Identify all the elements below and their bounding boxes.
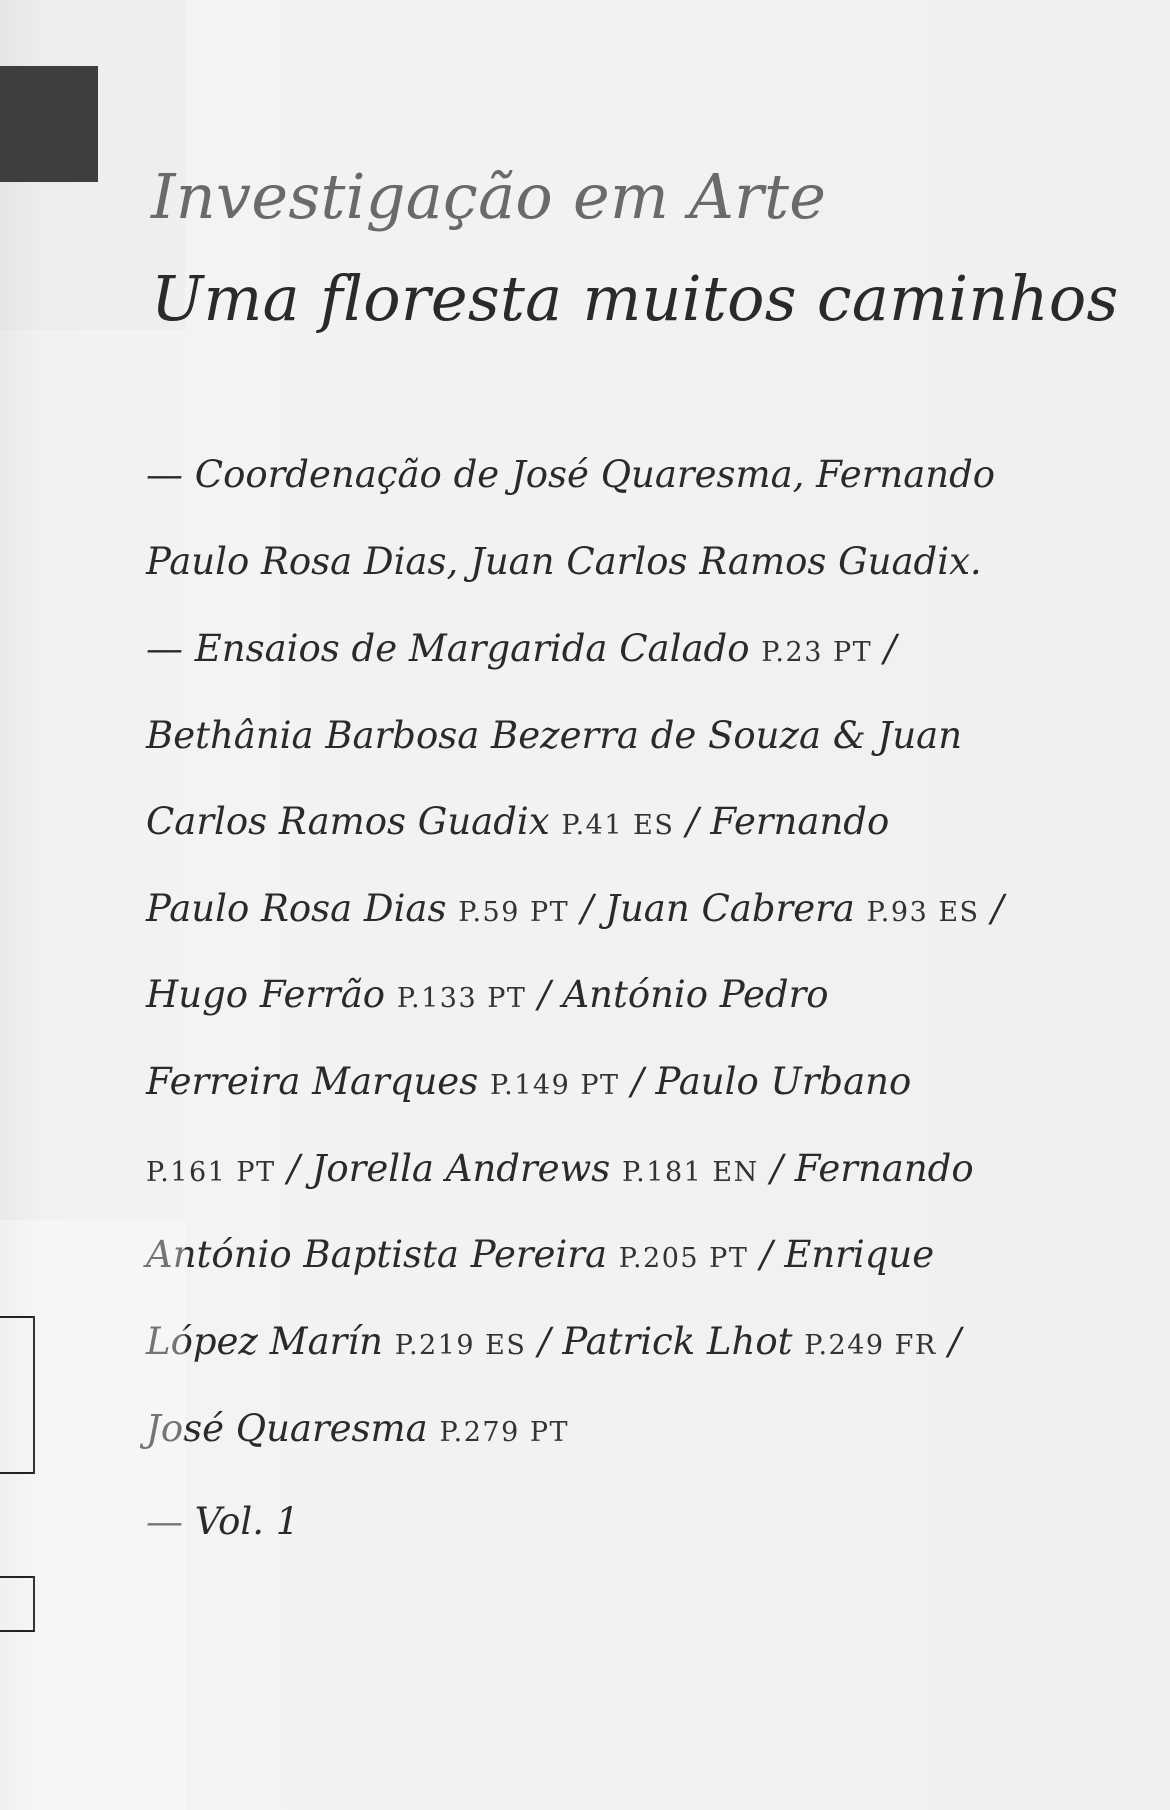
essay-author-text: López Marín — [146, 1320, 395, 1363]
essay-author-text: / Patrick Lhot — [526, 1320, 805, 1363]
essay-line — [146, 1060, 911, 1103]
essay-author-text: Ferreira Marques — [146, 1060, 490, 1103]
page-reference: P.181 EN — [621, 1157, 759, 1188]
sticker-rule — [33, 1576, 35, 1632]
page-reference: P.149 PT — [489, 1070, 620, 1101]
sticker-rule — [0, 1630, 34, 1632]
essay-line — [146, 1233, 934, 1276]
sticker-rule — [0, 1472, 34, 1474]
page-reference: P.133 PT — [396, 983, 527, 1014]
sticker-rule — [33, 1316, 35, 1474]
library-label-sticker — [0, 1220, 185, 1810]
essay-author-text: / Fernando — [758, 1147, 974, 1190]
essay-author-text: / Fernando — [674, 800, 890, 843]
essay-line — [146, 714, 962, 757]
essay-author-text: José Quaresma — [146, 1407, 440, 1450]
essay-line — [146, 1407, 569, 1450]
essay-author-text: / — [979, 887, 1004, 930]
essay-author-text: / Juan Cabrera — [569, 887, 867, 930]
essay-line — [146, 1320, 961, 1363]
essay-author-text: — Ensaios de Margarida Calado — [146, 627, 762, 670]
essay-line — [146, 800, 889, 843]
essay-author-text: / — [872, 627, 897, 670]
page-reference: P.279 PT — [439, 1417, 570, 1448]
essay-author-text: / Paulo Urbano — [619, 1060, 912, 1103]
sticker-rule — [0, 1576, 34, 1578]
spine-dark-block — [0, 66, 98, 182]
page-reference: P.219 ES — [394, 1330, 527, 1361]
coordination-line-1: — Coordenação de José Quaresma, Fernando — [146, 453, 996, 496]
page-reference: P.41 ES — [561, 810, 675, 841]
essay-author-text: / Jorella Andrews — [275, 1147, 622, 1190]
essay-author-text: Carlos Ramos Guadix — [146, 800, 562, 843]
essay-line — [146, 1147, 974, 1190]
coordination-line-2: Paulo Rosa Dias, Juan Carlos Ramos Guadix. — [146, 540, 982, 583]
essay-line — [146, 973, 829, 1016]
essay-author-text: / Enrique — [748, 1233, 935, 1276]
essay-author-text: / António Pedro — [526, 973, 829, 1016]
cover-title: Investigação em Arte — [151, 160, 827, 233]
page-reference: P.205 PT — [618, 1243, 749, 1274]
page-reference: P.249 FR — [804, 1330, 937, 1361]
essay-author-text: Hugo Ferrão — [146, 973, 397, 1016]
page-reference: P.23 PT — [761, 637, 873, 668]
page-reference: P.59 PT — [458, 897, 570, 928]
volume-label: — Vol. 1 — [146, 1500, 300, 1543]
essay-author-text: Bethânia Barbosa Bezerra de Souza & Juan — [146, 714, 963, 757]
sticker-rule — [0, 1316, 34, 1318]
essay-author-text: Paulo Rosa Dias — [146, 887, 459, 930]
essay-author-text: / — [936, 1320, 961, 1363]
page-reference: P.161 PT — [146, 1157, 276, 1188]
essay-line — [146, 627, 896, 670]
essay-line — [146, 887, 1004, 930]
page-reference: P.93 ES — [866, 897, 980, 928]
cover-subtitle: Uma floresta muitos caminhos — [151, 262, 1119, 335]
essay-author-text: António Baptista Pereira — [146, 1233, 619, 1276]
